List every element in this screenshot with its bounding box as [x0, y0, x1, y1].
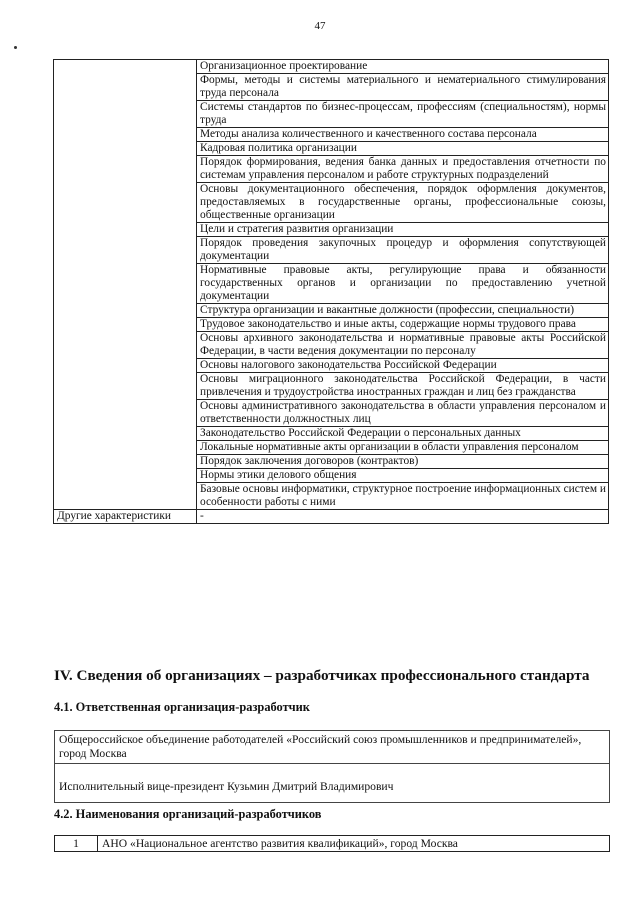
- developer-number: 1: [55, 836, 98, 852]
- knowledge-item: Цели и стратегия развития организации: [197, 223, 609, 237]
- knowledge-item: Трудовое законодательство и иные акты, содержащие нормы трудового права: [197, 318, 609, 332]
- knowledge-item: Нормативные правовые акты, регулирующие права и обязанности государственных органов и организации по предоставлению учетной документации: [197, 264, 609, 304]
- knowledge-item: Порядок заключения договоров (контрактов): [197, 455, 609, 469]
- table-row: [54, 60, 609, 74]
- subsection-title-developers: 4.2. Наименования организаций-разработчиков: [54, 807, 322, 821]
- knowledge-item: Структура организации и вакантные должности (профессии, специальности): [197, 304, 609, 318]
- knowledge-item: Законодательство Российской Федерации о персональных данных: [197, 427, 609, 441]
- responsible-org-table: [54, 730, 610, 803]
- knowledge-item: Основы налогового законодательства Российской Федерации: [197, 359, 609, 373]
- scan-artifact: [14, 46, 17, 49]
- table-row: [55, 731, 610, 764]
- knowledge-item: Порядок проведения закупочных процедур и оформления сопутствующей документации: [197, 237, 609, 264]
- table-row-other: [54, 510, 609, 524]
- knowledge-item: Формы, методы и системы материального и нематериального стимулирования труда персонала: [197, 74, 609, 101]
- table-row: [55, 764, 610, 803]
- knowledge-item: Нормы этики делового общения: [197, 469, 609, 483]
- knowledge-item: Локальные нормативные акты организации в области управления персоналом: [197, 441, 609, 455]
- knowledge-item: Базовые основы информатики, структурное построение информационных систем и особенности работы с ними: [197, 483, 609, 510]
- other-characteristics-label: Другие характеристики: [54, 510, 197, 524]
- section-title: IV. Сведения об организациях – разработчиках профессионального стандарта: [54, 667, 590, 684]
- developers-table-body: [55, 836, 610, 852]
- requirements-table-body: [54, 60, 609, 524]
- developers-table: [54, 835, 610, 852]
- characteristic-label-cell: [54, 60, 197, 510]
- other-characteristics-value: -: [197, 510, 609, 524]
- knowledge-item: Порядок формирования, ведения банка данных и предоставления отчетности по системам управления персоналом и работе структурных подразделений: [197, 156, 609, 183]
- responsible-person: Исполнительный вице-президент Кузьмин Дмитрий Владимирович: [55, 764, 610, 803]
- knowledge-item: Системы стандартов по бизнес-процессам, профессиям (специальностям), нормы труда: [197, 101, 609, 128]
- knowledge-item: Основы административного законодательства в области управления персоналом и ответственности должностных лиц: [197, 400, 609, 427]
- requirements-table: [53, 59, 609, 524]
- page-number: 47: [314, 20, 326, 32]
- knowledge-item: Организационное проектирование: [197, 60, 609, 74]
- developer-name: АНО «Национальное агентство развития квалификаций», город Москва: [98, 836, 610, 852]
- knowledge-item: Основы документационного обеспечения, порядок оформления документов, предоставляемых в государственные органы, профессиональные союзы, общественные организации: [197, 183, 609, 223]
- subsection-title-responsible: 4.1. Ответственная организация-разработчик: [54, 700, 310, 714]
- knowledge-item: Основы миграционного законодательства Российской Федерации, в части привлечения и трудоустройства иностранных граждан и лиц без гражданства: [197, 373, 609, 400]
- knowledge-item: Основы архивного законодательства и нормативные правовые акты Российской Федерации, в части ведения документации по персоналу: [197, 332, 609, 359]
- knowledge-item: Кадровая политика организации: [197, 142, 609, 156]
- table-row: [55, 836, 610, 852]
- responsible-org-name: Общероссийское объединение работодателей «Российский союз промышленников и предпринимателей», город Москва: [55, 731, 610, 764]
- knowledge-item: Методы анализа количественного и качественного состава персонала: [197, 128, 609, 142]
